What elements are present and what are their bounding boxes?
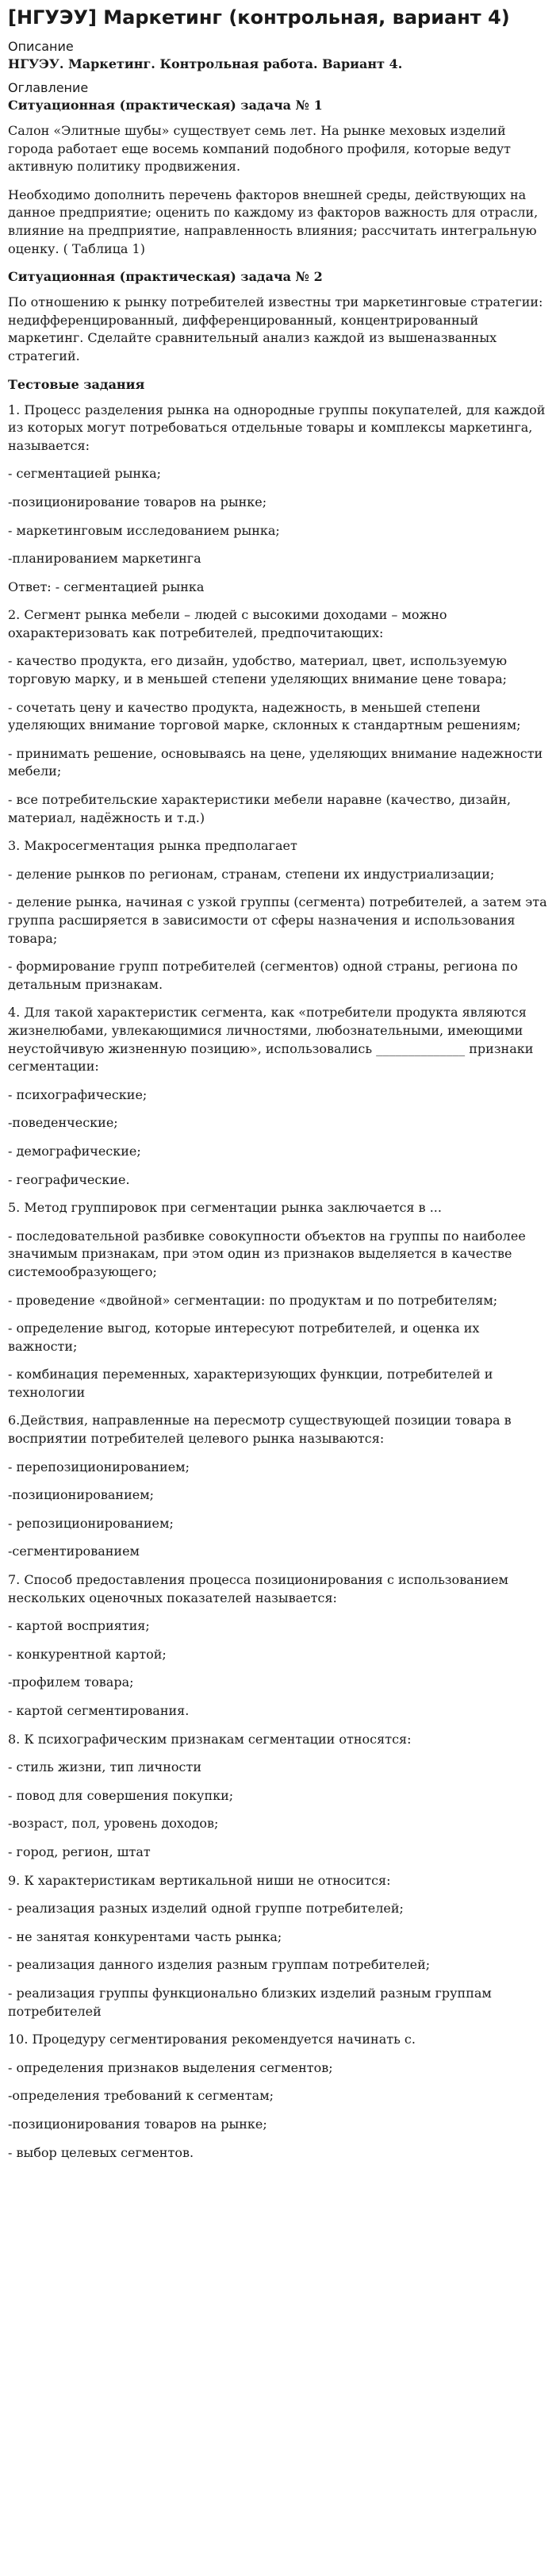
answer-option: -позиционирование товаров на рынке; [8,494,267,509]
answer-option: - перепозиционированием; [8,1459,190,1474]
question-5 [8,1199,548,1401]
answer-option: - психографические; [8,1086,148,1102]
answer-option: - деление рынка, начиная с узкой группы (сегмента) потребителей, а затем эта группа расширяется в зависимости от сферы назначения и использования товара; [8,894,547,946]
answer-option: - маркетинговым исследованием рынка; [8,522,280,538]
answer-line: Ответ: - сегментацией рынка [8,579,205,594]
answer-option: - сочетать цену и качество продукта, надежность, в меньшей степени уделяющих внимание торговой марке, склонных к стандартным решениям; [8,699,521,733]
answer-option: - конкурентной картой; [8,1646,167,1662]
answer-option: - картой восприятия; [8,1618,150,1634]
answer-option: - повод для совершения покупки; [8,1787,234,1803]
answer-option: - город, регион, штат [8,1844,151,1859]
answer-option: - реализация группы функционально близких изделий разным группам потребителей [8,1985,492,2019]
answer-option: - формирование групп потребителей (сегментов) одной страны, региона по детальным признакам. [8,959,518,992]
answer-option: - принимать решение, основываясь на цене, уделяющих внимание надежности мебели; [8,745,543,779]
question-text: 2. Сегмент рынка мебели – людей с высокими доходами – можно охарактеризовать как потребителей, предпочитающих: [8,607,447,640]
answer-option: -возраст, пол, уровень доходов; [8,1816,219,1832]
question-text: 3. Макросегментация рынка предполагает [8,838,297,854]
answer-option: -позиционирования товаров на рынке; [8,2116,267,2132]
answer-option: - репозиционированием; [8,1515,174,1531]
question-1 [8,402,548,597]
question-10 [8,2031,548,2162]
question-7 [8,1571,548,1721]
answer-option: - комбинация переменных, характеризующих функции, потребителей и технологии [8,1367,493,1400]
toc-label: Оглавление [8,80,89,95]
question-text: 8. К психографическим признакам сегментации относятся: [8,1731,412,1747]
questions-list [8,402,548,2163]
answer-option: - определения признаков выделения сегментов; [8,2059,333,2075]
answer-option: -профилем товара; [8,1674,134,1690]
answer-option: - все потребительские характеристики мебели наравне (качество, дизайн, материал, надёжность и т.д.) [8,792,512,825]
question-text: 7. Способ предоставления процесса позиционирования с использованием нескольких оценочных показателей называется: [8,1572,508,1605]
question-3 [8,837,548,994]
question-text: 10. Процедуру сегментирования рекомендуется начинать с. [8,2032,416,2047]
question-text: 6.Действия, направленные на пересмотр существующей позиции товара в восприятии потребителей целевого рынка называются: [8,1413,512,1447]
answer-option: -позиционированием; [8,1487,155,1503]
task1-paragraph-1: Салон «Элитные шубы» существует семь лет. На рынке меховых изделий города работает еще восемь компаний подобного профиля, которые ведут активную политику продвижения. [8,123,511,175]
answer-option: -определения требований к сегментам; [8,2088,274,2104]
question-8 [8,1731,548,1862]
answer-option: - определение выгод, которые интересуют потребителей, и оценка их важности; [8,1321,480,1354]
answer-option: - демографические; [8,1143,141,1159]
task2-paragraph-1: По отношению к рынку потребителей известны три маркетинговые стратегии: недифференцированный, дифференцированный, концентрированный маркетинг. Сделайте сравнительный анализ каждой из вышеназванных стратегий. [8,294,543,363]
question-6 [8,1412,548,1561]
page-title: [НГУЭУ] Маркетинг (контрольная, вариант 4) [8,6,510,29]
answer-option: - реализация данного изделия разным группам потребителей; [8,1957,431,1973]
answer-option: - картой сегментирования. [8,1703,190,1718]
task1-heading: Ситуационная (практическая) задача № 1 [8,98,323,113]
answer-option: - реализация разных изделий одной группе потребителей; [8,1901,404,1917]
answer-option: - деление рынков по регионам, странам, степени их индустриализации; [8,866,495,882]
question-2 [8,606,548,827]
answer-option: - стиль жизни, тип личности [8,1759,201,1775]
answer-option: - географические. [8,1171,130,1187]
task2-body [8,294,548,365]
tests-heading: Тестовые задания [8,376,145,392]
answer-option: -планированием маркетинга [8,551,201,567]
answer-option: -поведенческие; [8,1115,118,1131]
question-4 [8,1004,548,1189]
question-text: 1. Процесс разделения рынка на однородные группы покупателей, для каждой из которых могут потребоваться отдельные товары и комплексы маркетинга, называется: [8,402,546,453]
task1-body [8,122,548,258]
answer-option: - сегментацией рынка; [8,466,162,482]
description-text: НГУЭУ. Маркетинг. Контрольная работа. Вариант 4. [8,56,403,71]
description-label: Описание [8,39,74,54]
answer-option: - последовательной разбивке совокупности объектов на группы по наиболее значимым признакам, при этом один из признаков выделяется в качестве системообразующего; [8,1228,526,1279]
answer-option: - не занятая конкурентами часть рынка; [8,1928,282,1944]
question-9 [8,1872,548,2021]
question-text: 5. Метод группировок при сегментации рынка заключается в ... [8,1200,442,1216]
question-text: 4. Для такой характеристик сегмента, как «потребители продукта являются жизнелюбами, увлекающимися личностями, любознательными, имеющими неустойчивую жизненную позицию», использовались ______________ признаки сегментации: [8,1005,534,1075]
question-text: 9. К характеристикам вертикальной ниши не относится: [8,1872,391,1888]
task1-paragraph-2: Необходимо дополнить перечень факторов внешней среды, действующих на данное предприятие; оценить по каждому из факторов важность для отрасли, влияние на предприятие, направленность влияния; рассчитать интегральную оценку. ( Таблица 1) [8,186,539,256]
answer-option: -сегментированием [8,1544,140,1559]
answer-option: - качество продукта, его дизайн, удобство, материал, цвет, используемую торговую марку, и в меньшей степени уделяющих внимание цене товара; [8,653,508,687]
answer-option: - выбор целевых сегментов. [8,2144,194,2160]
answer-option: - проведение «двойной» сегментации: по продуктам и по потребителям; [8,1292,498,1308]
task2-heading: Ситуационная (практическая) задача № 2 [8,269,323,285]
